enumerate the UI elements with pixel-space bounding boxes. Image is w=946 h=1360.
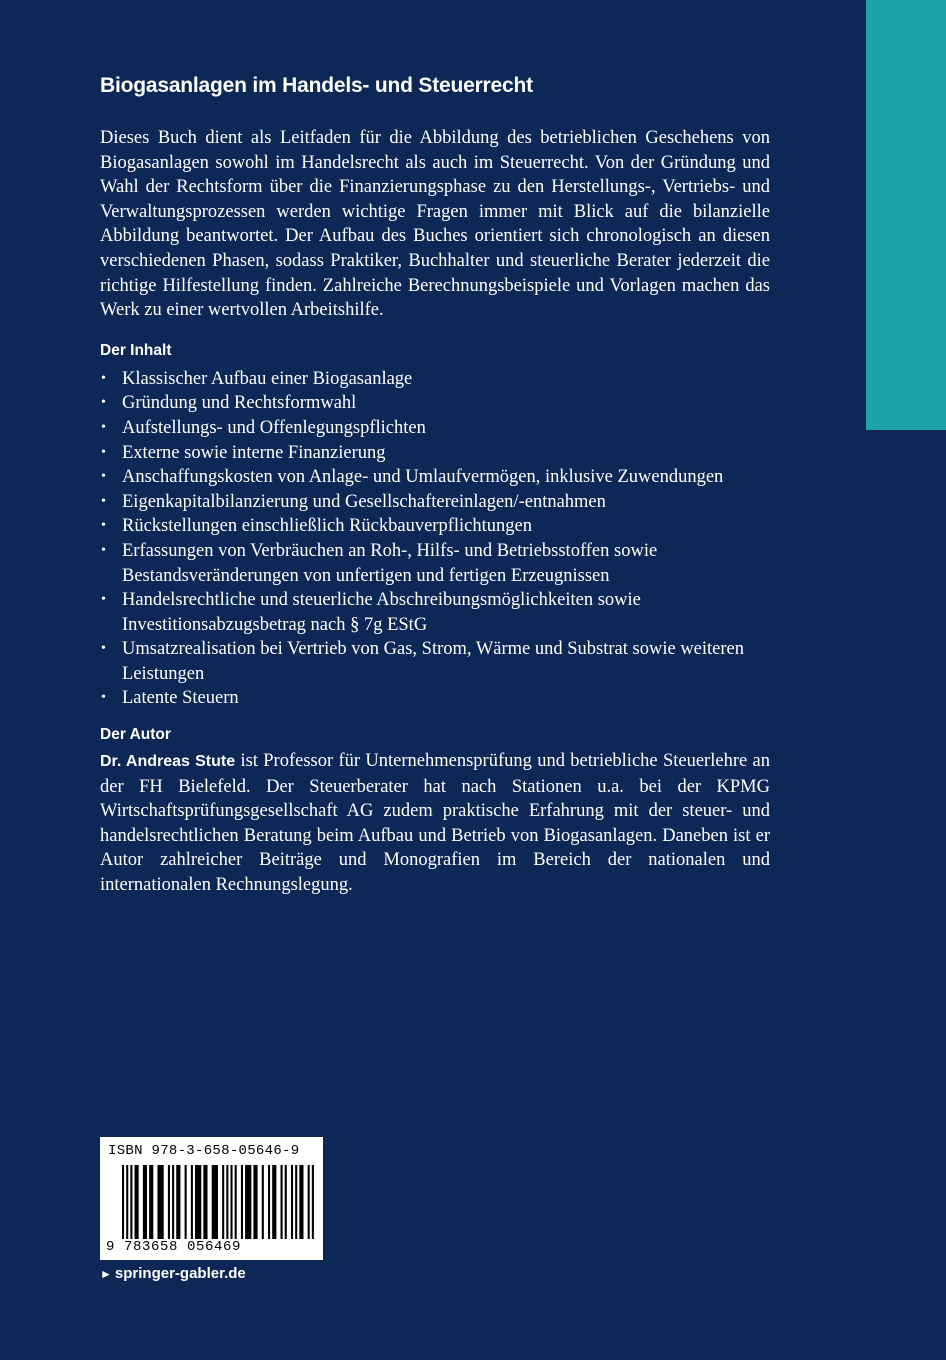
contents-item-text: Umsatzrealisation bei Vertrieb von Gas, Strom, Wärme und Substrat sowie weiteren Leistungen — [122, 639, 744, 684]
contents-item-text: Anschaffungskosten von Anlage- und Umlaufvermögen, inklusive Zuwendungen — [122, 467, 724, 488]
isbn-label: ISBN 978-3-658-05646-9 — [108, 1143, 300, 1159]
bullet-icon: • — [101, 395, 106, 411]
barcode-bars — [122, 1165, 316, 1239]
barcode-bar — [172, 1165, 174, 1239]
bullet-icon: • — [101, 444, 106, 460]
author-bio — [100, 749, 770, 898]
book-title: Biogasanlagen im Handels- und Steuerrecht — [100, 74, 533, 97]
contents-item — [100, 416, 770, 441]
barcode-bar — [222, 1165, 224, 1239]
barcode-bar — [195, 1165, 201, 1239]
bullet-icon: • — [101, 493, 106, 509]
barcode-bar — [268, 1165, 270, 1239]
contents-list — [100, 367, 770, 711]
author-bio-text: ist Professor für Unternehmensprüfung und betriebliche Steuerlehre an der FH Bielefeld. Der Steuerberater hat nach Stationen u.a. bei der KPMG Wirtschaftsprüfungsgesellschaft AG zudem praktische Erfahrung mit der steuer- und handelsrechtlichen Beratung beim Aufbau und Betrieb von Biogasanlagen. Daneben ist er Autor zahlreicher Beiträge und Monografien im Bereich der nationalen und internationalen Rechnungslegung. — [100, 751, 770, 896]
barcode-bar — [308, 1165, 310, 1239]
bullet-icon: • — [101, 518, 106, 534]
accent-strip — [866, 0, 946, 430]
barcode-bar — [126, 1165, 128, 1239]
barcode-bar — [191, 1165, 193, 1239]
contents-item — [100, 490, 770, 515]
book-description: Dieses Buch dient als Leitfaden für die Abbildung des betrieblichen Geschehens von Biogasanlagen sowohl im Handelsrecht als auch im Steuerrecht. Von der Gründung und Wahl der Rechtsform über die Finanzierungsphase zu den Herstellungs-, Vertriebs- und Verwaltungsprozessen werden wichtige Fragen immer mit Blick auf die bilanzielle Abbildung beantwortet. Der Aufbau des Buches orientiert sich chronologisch an diesen verschiedenen Phasen, sodass Praktiker, Buchhalter und steuerliche Berater jederzeit die richtige Hilfestellung finden. Zahlreiche Berechnungsbeispiele und Vorlagen machen das Werk zu einer wertvollen Arbeitshilfe. — [100, 128, 770, 321]
contents-item — [100, 514, 770, 539]
barcode-bar — [226, 1165, 228, 1239]
contents-item — [100, 539, 770, 588]
contents-item-text: Handelsrechtliche und steuerliche Abschreibungsmöglichkeiten sowie Investitionsabzugsbetrag nach § 7g EStG — [122, 590, 641, 635]
barcode-bar — [185, 1165, 187, 1239]
barcode-bar — [157, 1165, 163, 1239]
barcode-bar — [149, 1165, 153, 1239]
barcode-bar — [130, 1165, 132, 1239]
barcode-bar — [122, 1165, 124, 1239]
contents-item-text: Erfassungen von Verbräuchen an Roh-, Hilfs- und Betriebsstoffen sowie Bestandsveränderungen von unfertigen und fertigen Erzeugnissen — [122, 540, 658, 586]
barcode-bar — [143, 1165, 147, 1239]
bullet-icon: • — [101, 469, 106, 485]
publisher-website[interactable] — [100, 1265, 246, 1282]
barcode-bar — [299, 1165, 303, 1239]
contents-item — [100, 441, 770, 466]
contents-item-text: Rückstellungen einschließlich Rückbauverpflichtungen — [122, 516, 532, 537]
bullet-icon: • — [101, 690, 106, 706]
contents-item-text: Aufstellungs- und Offenlegungspflichten — [122, 417, 426, 438]
bullet-icon: • — [101, 592, 106, 608]
barcode-bar — [272, 1165, 276, 1239]
contents-item — [100, 465, 770, 490]
website-url: springer-gabler.de — [114, 1265, 246, 1282]
author-name: Dr. Andreas Stute — [100, 753, 236, 771]
contents-heading: Der Inhalt — [100, 341, 172, 359]
contents-item — [100, 686, 770, 711]
barcode-bar — [241, 1165, 243, 1239]
contents-item — [100, 391, 770, 416]
barcode-bar — [245, 1165, 251, 1239]
barcode-bar — [262, 1165, 264, 1239]
contents-item — [100, 637, 770, 686]
barcode-bar — [135, 1165, 139, 1239]
barcode-bar — [281, 1165, 283, 1239]
contents-item-text: Gründung und Rechtsformwahl — [122, 393, 357, 414]
contents-item — [100, 367, 770, 392]
barcode-bar — [176, 1165, 180, 1239]
barcode-bar — [230, 1165, 232, 1239]
barcode-bar — [253, 1165, 257, 1239]
barcode-bar — [235, 1165, 237, 1239]
bullet-icon: • — [101, 641, 106, 657]
arrow-right-icon: ► — [100, 1267, 112, 1281]
contents-item — [100, 588, 770, 637]
barcode-bar — [312, 1165, 314, 1239]
barcode-bar — [285, 1165, 287, 1239]
barcode-bar — [212, 1165, 218, 1239]
isbn-barcode — [100, 1137, 323, 1260]
author-heading: Der Autor — [100, 726, 171, 744]
barcode-bar — [168, 1165, 170, 1239]
barcode-bar — [203, 1165, 207, 1239]
contents-item-text: Latente Steuern — [122, 688, 239, 709]
bullet-icon: • — [101, 419, 106, 435]
bullet-icon: • — [101, 370, 106, 386]
barcode-bar — [295, 1165, 297, 1239]
contents-item-text: Eigenkapitalbilanzierung und Gesellschaftereinlagen/-entnahmen — [122, 491, 606, 512]
bullet-icon: • — [101, 542, 106, 558]
barcode-digits: 9 783658 056469 — [106, 1239, 242, 1255]
contents-item-text: Externe sowie interne Finanzierung — [122, 442, 386, 463]
barcode-bar — [291, 1165, 293, 1239]
back-cover-content — [100, 74, 770, 898]
contents-item-text: Klassischer Aufbau einer Biogasanlage — [122, 368, 413, 389]
